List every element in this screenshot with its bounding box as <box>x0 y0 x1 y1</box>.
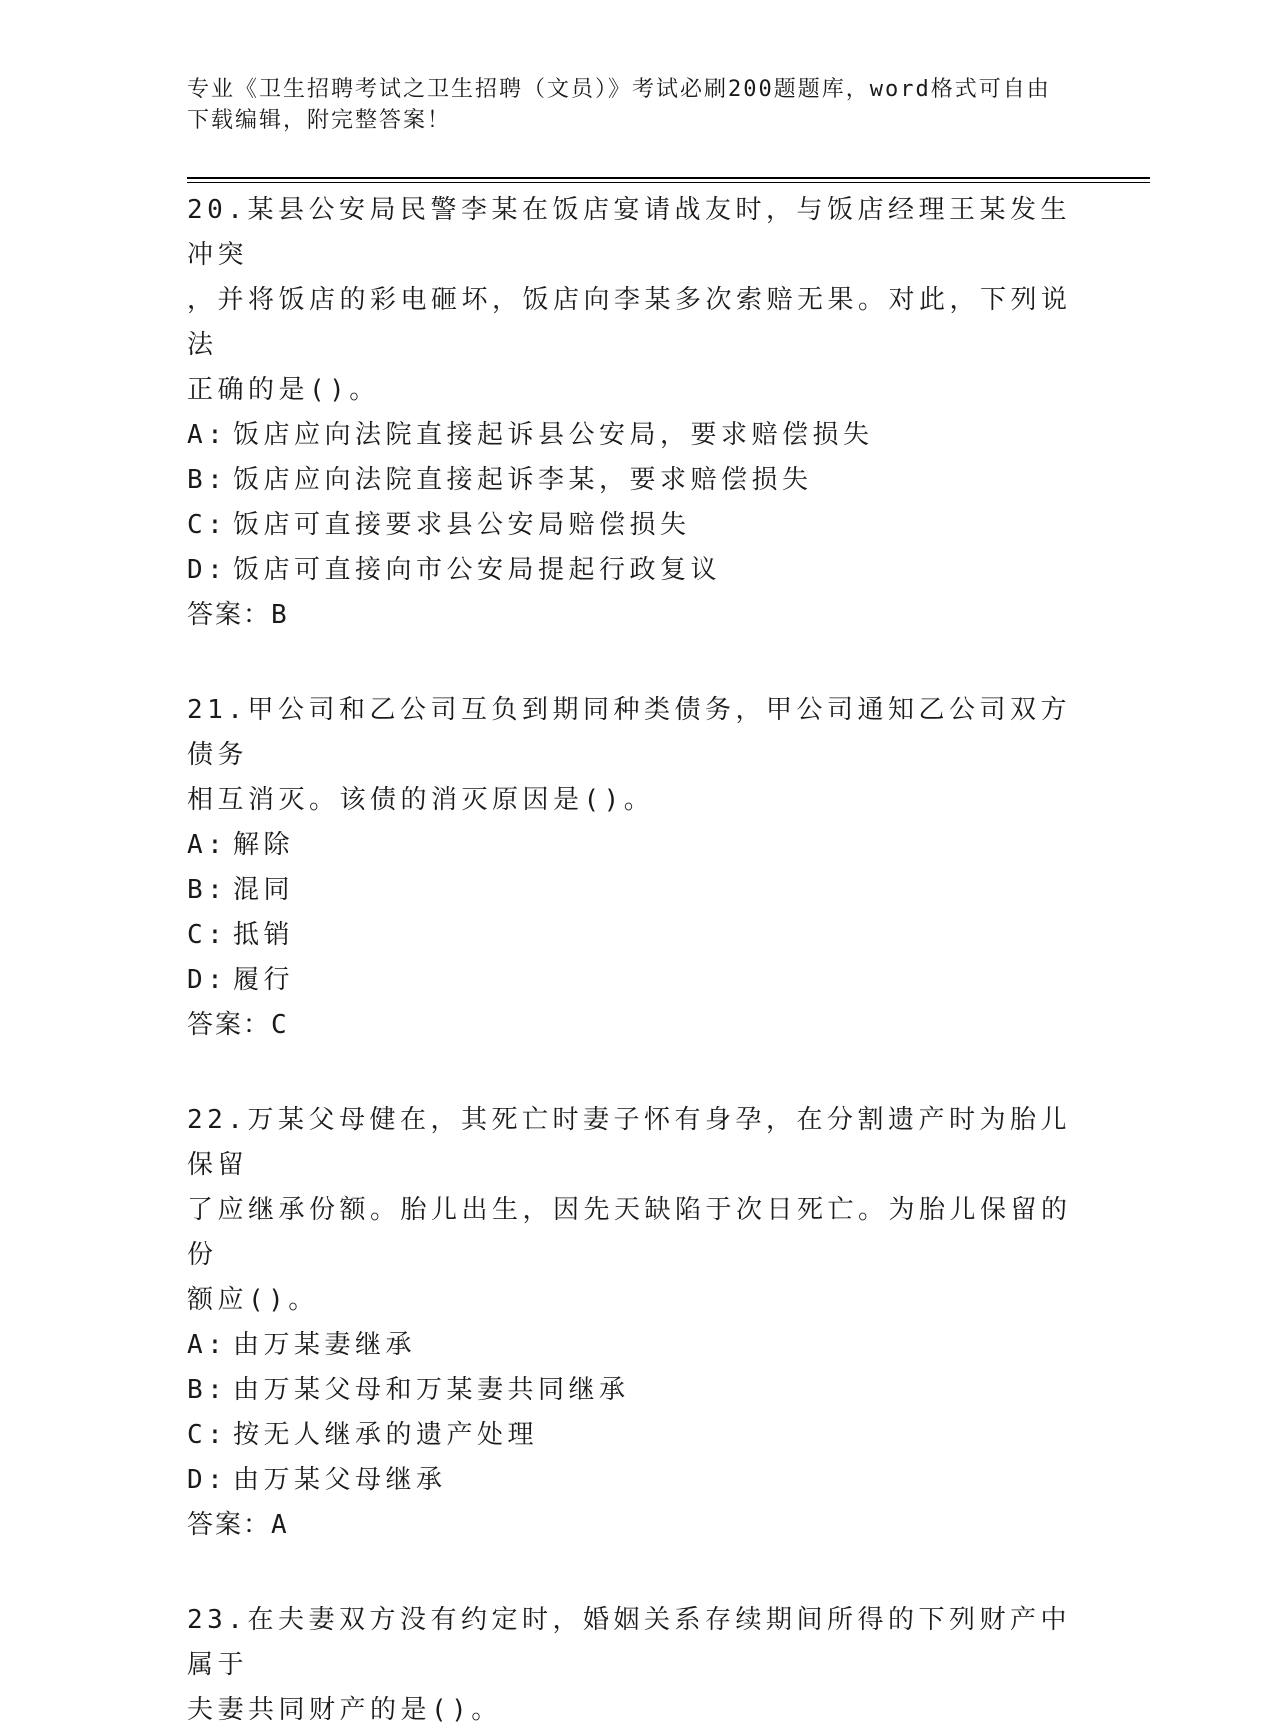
option-key: C: <box>187 510 228 540</box>
option-text: 饭店可直接要求县公安局赔偿损失 <box>233 510 691 540</box>
option-text: 饭店应向法院直接起诉李某，要求赔偿损失 <box>233 465 813 495</box>
question-stem-line: 22.万某父母健在，其死亡时妻子怀有身孕，在分割遗产时为胎儿保留 <box>187 1105 1071 1180</box>
question-stem-line: ，并将饭店的彩电砸坏，饭店向李某多次索赔无果。对此，下列说法 <box>187 285 1072 360</box>
option-c <box>187 913 1087 958</box>
header-divider-thin <box>187 182 1150 183</box>
question-stem-line: 额应()。 <box>187 1285 319 1315</box>
option-key: D: <box>187 965 228 995</box>
option-d <box>187 958 1087 1003</box>
option-b <box>187 458 1087 503</box>
option-key: A: <box>187 830 228 860</box>
question-item <box>187 1098 1087 1548</box>
answer-line <box>187 593 1087 638</box>
option-key: A: <box>187 1330 228 1360</box>
option-a <box>187 413 1087 458</box>
header-divider-thick <box>187 177 1150 179</box>
question-stem-line: 夫妻共同财产的是()。 <box>187 1695 502 1725</box>
option-text: 由万某父母继承 <box>233 1465 447 1495</box>
option-text: 解除 <box>233 830 295 860</box>
option-text: 混同 <box>233 875 295 905</box>
option-c <box>187 503 1087 548</box>
option-c <box>187 1413 1087 1458</box>
question-stem-line: 相互消灭。该债的消灭原因是()。 <box>187 785 655 815</box>
option-text: 饭店应向法院直接起诉县公安局，要求赔偿损失 <box>233 420 874 450</box>
answer-value: C <box>271 1010 288 1040</box>
question-item <box>187 1598 1087 1733</box>
option-d <box>187 548 1087 593</box>
option-text: 抵销 <box>233 920 295 950</box>
answer-label: 答案： <box>187 600 272 630</box>
answer-label: 答案： <box>187 1010 272 1040</box>
option-text: 饭店可直接向市公安局提起行政复议 <box>233 555 722 585</box>
option-text: 履行 <box>233 965 295 995</box>
option-key: B: <box>187 465 228 495</box>
option-b <box>187 868 1087 913</box>
question-stem-line: 23.在夫妻双方没有约定时，婚姻关系存续期间所得的下列财产中属于 <box>187 1605 1071 1680</box>
option-a <box>187 823 1087 868</box>
option-key: B: <box>187 1375 228 1405</box>
question-stem-line: 21.甲公司和乙公司互负到期同种类债务，甲公司通知乙公司双方债务 <box>187 695 1071 770</box>
option-text: 按无人继承的遗产处理 <box>233 1420 539 1450</box>
option-key: C: <box>187 920 228 950</box>
answer-line <box>187 1503 1087 1548</box>
question-stem-line: 正确的是()。 <box>187 375 380 405</box>
question-item <box>187 688 1087 1048</box>
option-text: 由万某父母和万某妻共同继承 <box>233 1375 630 1405</box>
answer-value: A <box>271 1510 288 1540</box>
question-stem-line: 了应继承份额。胎儿出生，因先天缺陷于次日死亡。为胎儿保留的份 <box>187 1195 1072 1270</box>
question-list <box>187 188 1087 1733</box>
answer-value: B <box>271 600 288 630</box>
option-key: D: <box>187 1465 228 1495</box>
question-stem-line: 20.某县公安局民警李某在饭店宴请战友时，与饭店经理王某发生冲突 <box>187 195 1071 270</box>
answer-line <box>187 1003 1087 1048</box>
document-header: 专业《卫生招聘考试之卫生招聘（文员）》考试必刷200题题库，word格式可自由下载编辑，附完整答案！ <box>187 77 1051 133</box>
option-d <box>187 1458 1087 1503</box>
answer-label: 答案： <box>187 1510 272 1540</box>
option-text: 由万某妻继承 <box>233 1330 417 1360</box>
question-item <box>187 188 1087 638</box>
option-b <box>187 1368 1087 1413</box>
option-key: B: <box>187 875 228 905</box>
option-key: D: <box>187 555 228 585</box>
option-a <box>187 1323 1087 1368</box>
option-key: C: <box>187 1420 228 1450</box>
option-key: A: <box>187 420 228 450</box>
